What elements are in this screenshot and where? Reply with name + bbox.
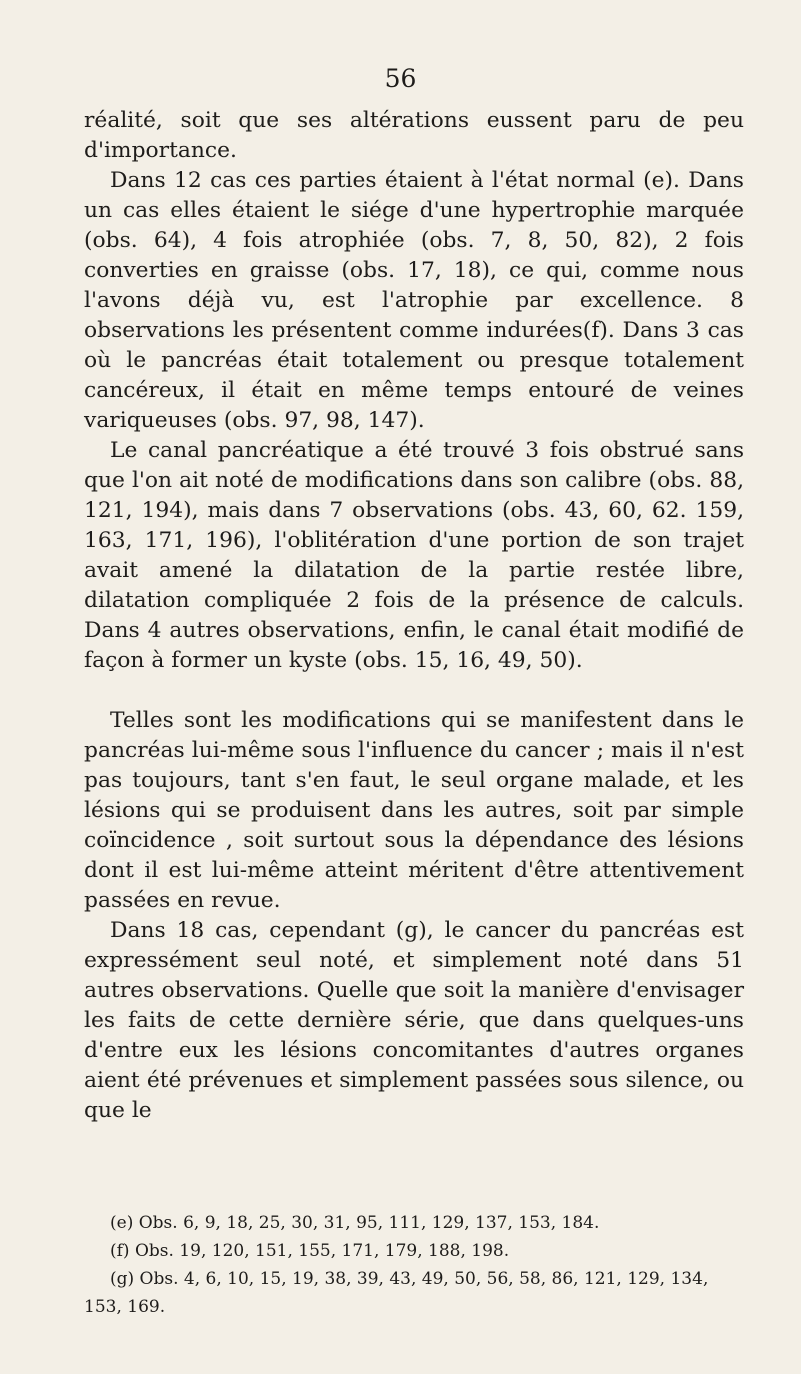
paragraph: Dans 18 cas, cependant (g), le cancer du pancréas est expressément seul noté, et simplement noté dans 51 autres observations. Quelle que soit la manière d'envisager les faits de cette dernière série, que dans quelques-uns d'entre eux les lésions concomitantes d'autres organes aient été prévenues et simplement passées sous silence, ou que le bbox=[84, 918, 744, 1123]
footnote: (g) Obs. 4, 6, 10, 15, 19, 38, 39, 43, 49, 50, 56, 58, 86, 121, 129, 134, 153, 169. bbox=[84, 1269, 709, 1317]
footnotes bbox=[84, 1209, 744, 1321]
body-text bbox=[84, 106, 744, 1126]
footnote: (e) Obs. 6, 9, 18, 25, 30, 31, 95, 111, 129, 137, 153, 184. bbox=[110, 1213, 600, 1233]
page-number: 56 bbox=[384, 64, 417, 93]
paragraph: Le canal pancréatique a été trouvé 3 fois obstrué sans que l'on ait noté de modifications dans son calibre (obs. 88, 121, 194), mais dans 7 observations (obs. 43, 60, 62. 159, 163, 171, 196), l'oblitération d'une portion de son trajet avait amené la dilatation de la partie restée libre, dilatation compliquée 2 fois de la présence de calculs. Dans 4 autres observations, enfin, le canal était modifié de façon à former un kyste (obs. 15, 16, 49, 50). bbox=[84, 438, 744, 673]
footnote: (f) Obs. 19, 120, 151, 155, 171, 179, 188, 198. bbox=[110, 1241, 510, 1261]
paragraph: réalité, soit que ses altérations eussent paru de peu d'importance. bbox=[84, 108, 744, 163]
paragraph: Telles sont les modifications qui se manifestent dans le pancréas lui-même sous l'influence du cancer ; mais il n'est pas toujours, tant s'en faut, le seul organe malade, et les lésions qui se produisent dans les autres, soit par simple coïncidence , soit surtout sous la dépendance des lésions dont il est lui-même atteint méritent d'être attentivement passées en revue. bbox=[84, 708, 744, 913]
paragraph: Dans 12 cas ces parties étaient à l'état normal (e). Dans un cas elles étaient le siége d'une hypertrophie marquée (obs. 64), 4 fois atrophiée (obs. 7, 8, 50, 82), 2 fois converties en graisse (obs. 17, 18), ce qui, comme nous l'avons déjà vu, est l'atrophie par excellence. 8 observations les présentent comme indurées(f). Dans 3 cas où le pancréas était totalement ou presque totalement cancéreux, il était en même temps entouré de veines variqueuses (obs. 97, 98, 147). bbox=[84, 168, 744, 433]
